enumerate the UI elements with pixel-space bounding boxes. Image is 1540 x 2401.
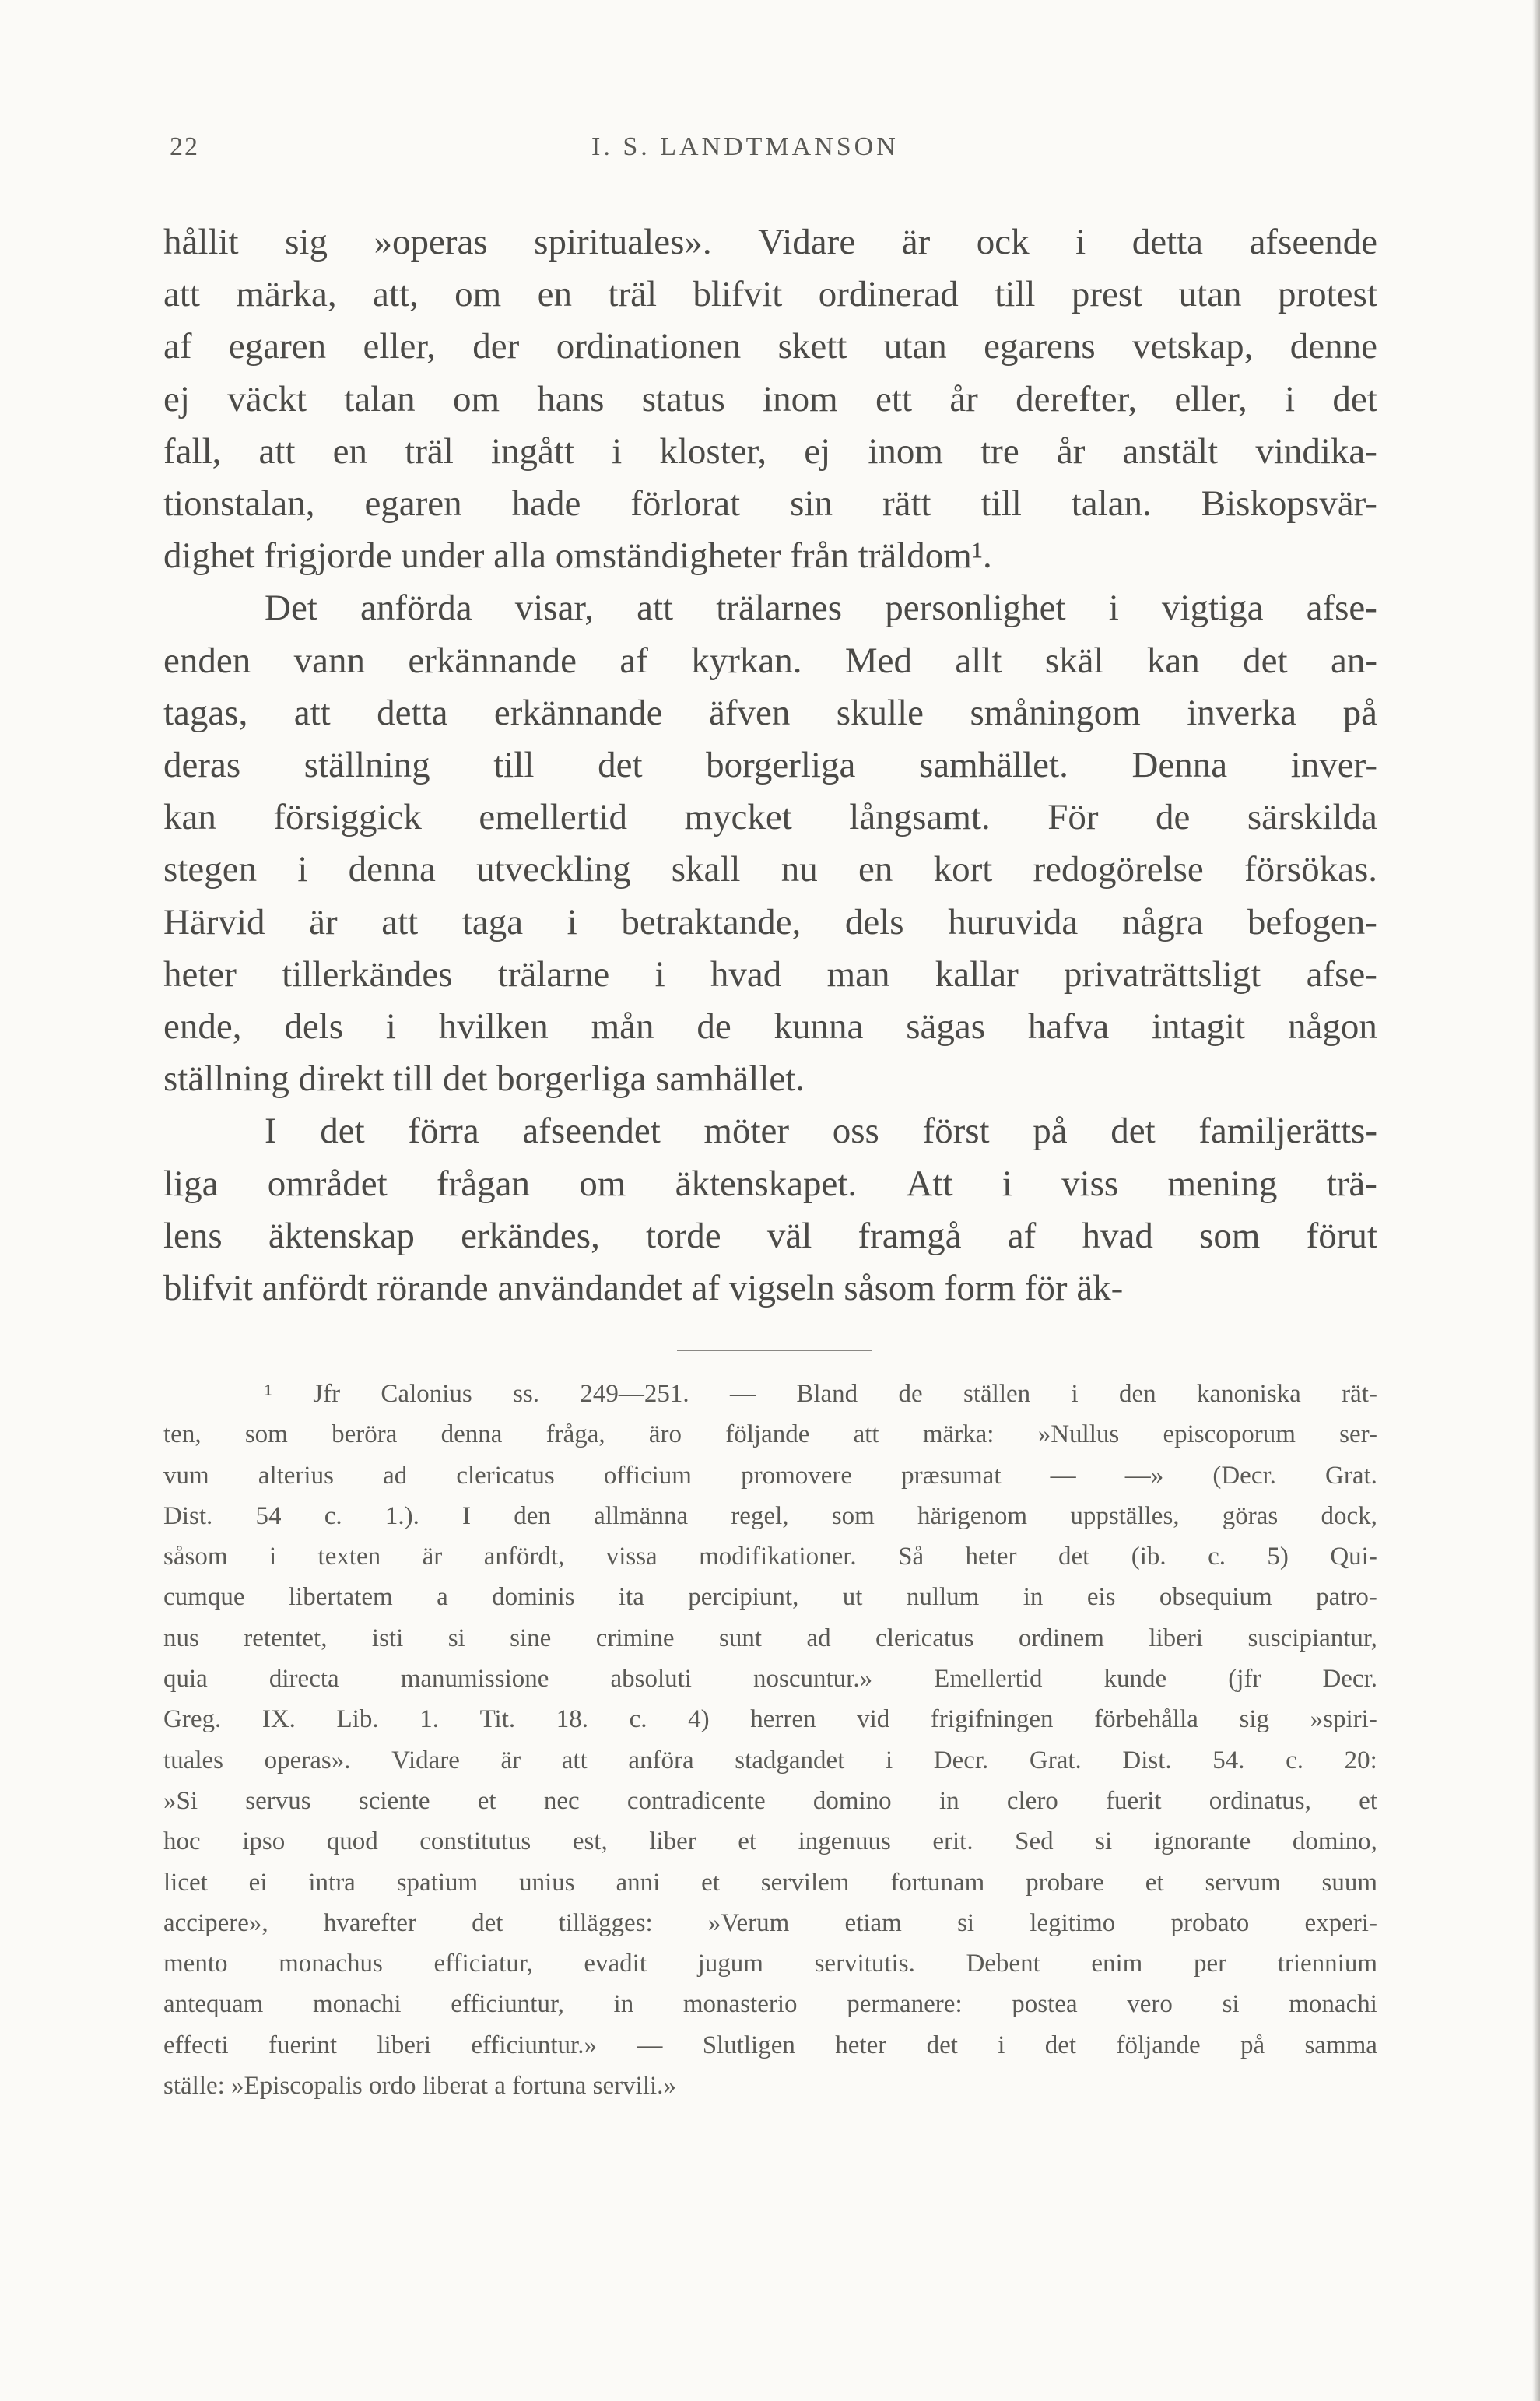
page-number: 22: [170, 132, 199, 161]
text-line: ställning direkt till det borgerliga samhället.: [163, 1058, 805, 1100]
text-line: heter tillerkändes trälarne i hvad man kallar privaträttsligt afse-: [163, 953, 1377, 995]
text-line: Greg. IX. Lib. 1. Tit. 18. c. 4) herren vid frigifningen förbehålla sig »spiri-: [163, 1705, 1377, 1734]
footnotes: [163, 1374, 1377, 2106]
text-line: lens äktenskap erkändes, torde väl framgå af hvad som förut: [163, 1215, 1377, 1256]
text-line: ställe: »Episcopalis ordo liberat a fortuna servili.»: [163, 2072, 676, 2101]
text-line: ¹ Jfr Calonius ss. 249—251. — Bland de ställen i den kanoniska rät-: [265, 1380, 1377, 1408]
text-line: att märka, att, om en träl blifvit ordinerad till prest utan protest: [163, 274, 1377, 315]
text-line: af egaren eller, der ordinationen skett utan egarens vetskap, denne: [163, 326, 1377, 367]
text-line: antequam monachi efficiuntur, in monasterio permanere: postea vero si monachi: [163, 1990, 1377, 2019]
text-line: kan försiggick emellertid mycket långsamt. För de särskilda: [163, 797, 1377, 838]
text-line: tagas, att detta erkännande äfven skulle småningom inverka på: [163, 692, 1377, 733]
text-line: hoc ipso quod constitutus est, liber et ingenuus erit. Sed si ignorante domino,: [163, 1827, 1377, 1856]
text-line: nus retentet, isti si sine crimine sunt ad clericatus ordinem liberi suscipiantur,: [163, 1623, 1377, 1652]
page-edge-shadow: [1532, 0, 1540, 2401]
text-line: ten, som beröra denna fråga, äro följande att märka: »Nullus episcoporum ser-: [163, 1420, 1377, 1449]
text-line: accipere», hvarefter det tillägges: »Verum etiam si legitimo probato experi-: [163, 1908, 1377, 1937]
text-line: vum alterius ad clericatus officium promovere præsumat — —» (Decr. Grat.: [163, 1461, 1377, 1490]
text-line: hållit sig »operas spirituales». Vidare är ock i detta afseende: [163, 222, 1377, 262]
text-line: tionstalan, egaren hade förlorat sin rätt till talan. Biskopsvär-: [163, 483, 1377, 525]
text-line: ende, dels i hvilken mån de kunna sägas hafva intagit någon: [163, 1006, 1377, 1048]
text-line: »Si servus sciente et nec contradicente domino in clero fuerit ordinatus, et: [163, 1786, 1377, 1815]
text-line: stegen i denna utveckling skall nu en kort redogörelse försökas.: [163, 849, 1377, 890]
footnote-divider: [677, 1350, 872, 1351]
running-head: I. S. LANDTMANSON: [591, 132, 899, 161]
text-line: Dist. 54 c. 1.). I den allmänna regel, som härigenom uppställes, göras dock,: [163, 1501, 1377, 1530]
text-line: fall, att en träl ingått i kloster, ej inom tre år anstält vindika-: [163, 430, 1377, 472]
text-line: quia directa manumissione absoluti noscuntur.» Emellertid kunde (jfr Decr.: [163, 1665, 1377, 1694]
text-line: enden vann erkännande af kyrkan. Med allt skäl kan det an-: [163, 640, 1377, 681]
text-line: Det anförda visar, att trälarnes personlighet i vigtiga afse-: [265, 588, 1377, 629]
text-line: liga området frågan om äktenskapet. Att i viss mening trä-: [163, 1163, 1377, 1204]
text-line: deras ställning till det borgerliga samhället. Denna inver-: [163, 745, 1377, 786]
text-line: dighet frigjorde under alla omständigheter från träldom¹.: [163, 535, 992, 577]
text-line: tuales operas». Vidare är att anföra stadgandet i Decr. Grat. Dist. 54. c. 20:: [163, 1746, 1377, 1774]
text-line: blifvit anfördt rörande användandet af vigseln såsom form för äk-: [163, 1268, 1124, 1309]
text-line: cumque libertatem a dominis ita percipiunt, ut nullum in eis obsequium patro-: [163, 1583, 1377, 1612]
text-line: såsom i texten är anfördt, vissa modifikationer. Så heter det (ib. c. 5) Qui-: [163, 1543, 1377, 1571]
text-line: I det förra afseendet möter oss först på det familjerätts-: [265, 1111, 1377, 1152]
text-line: mento monachus efficiatur, evadit jugum servitutis. Debent enim per triennium: [163, 1950, 1377, 1978]
text-line: ej väckt talan om hans status inom ett år derefter, eller, i det: [163, 378, 1377, 419]
text-line: licet ei intra spatium unius anni et servilem fortunam probare et servum suum: [163, 1868, 1377, 1897]
page-header: [170, 132, 1384, 171]
text-line: Härvid är att taga i betraktande, dels huruvida några befogen-: [163, 901, 1377, 942]
text-line: effecti fuerint liberi efficiuntur.» — Slutligen heter det i det följande på samma: [163, 2031, 1377, 2059]
body-text: [163, 216, 1377, 1315]
